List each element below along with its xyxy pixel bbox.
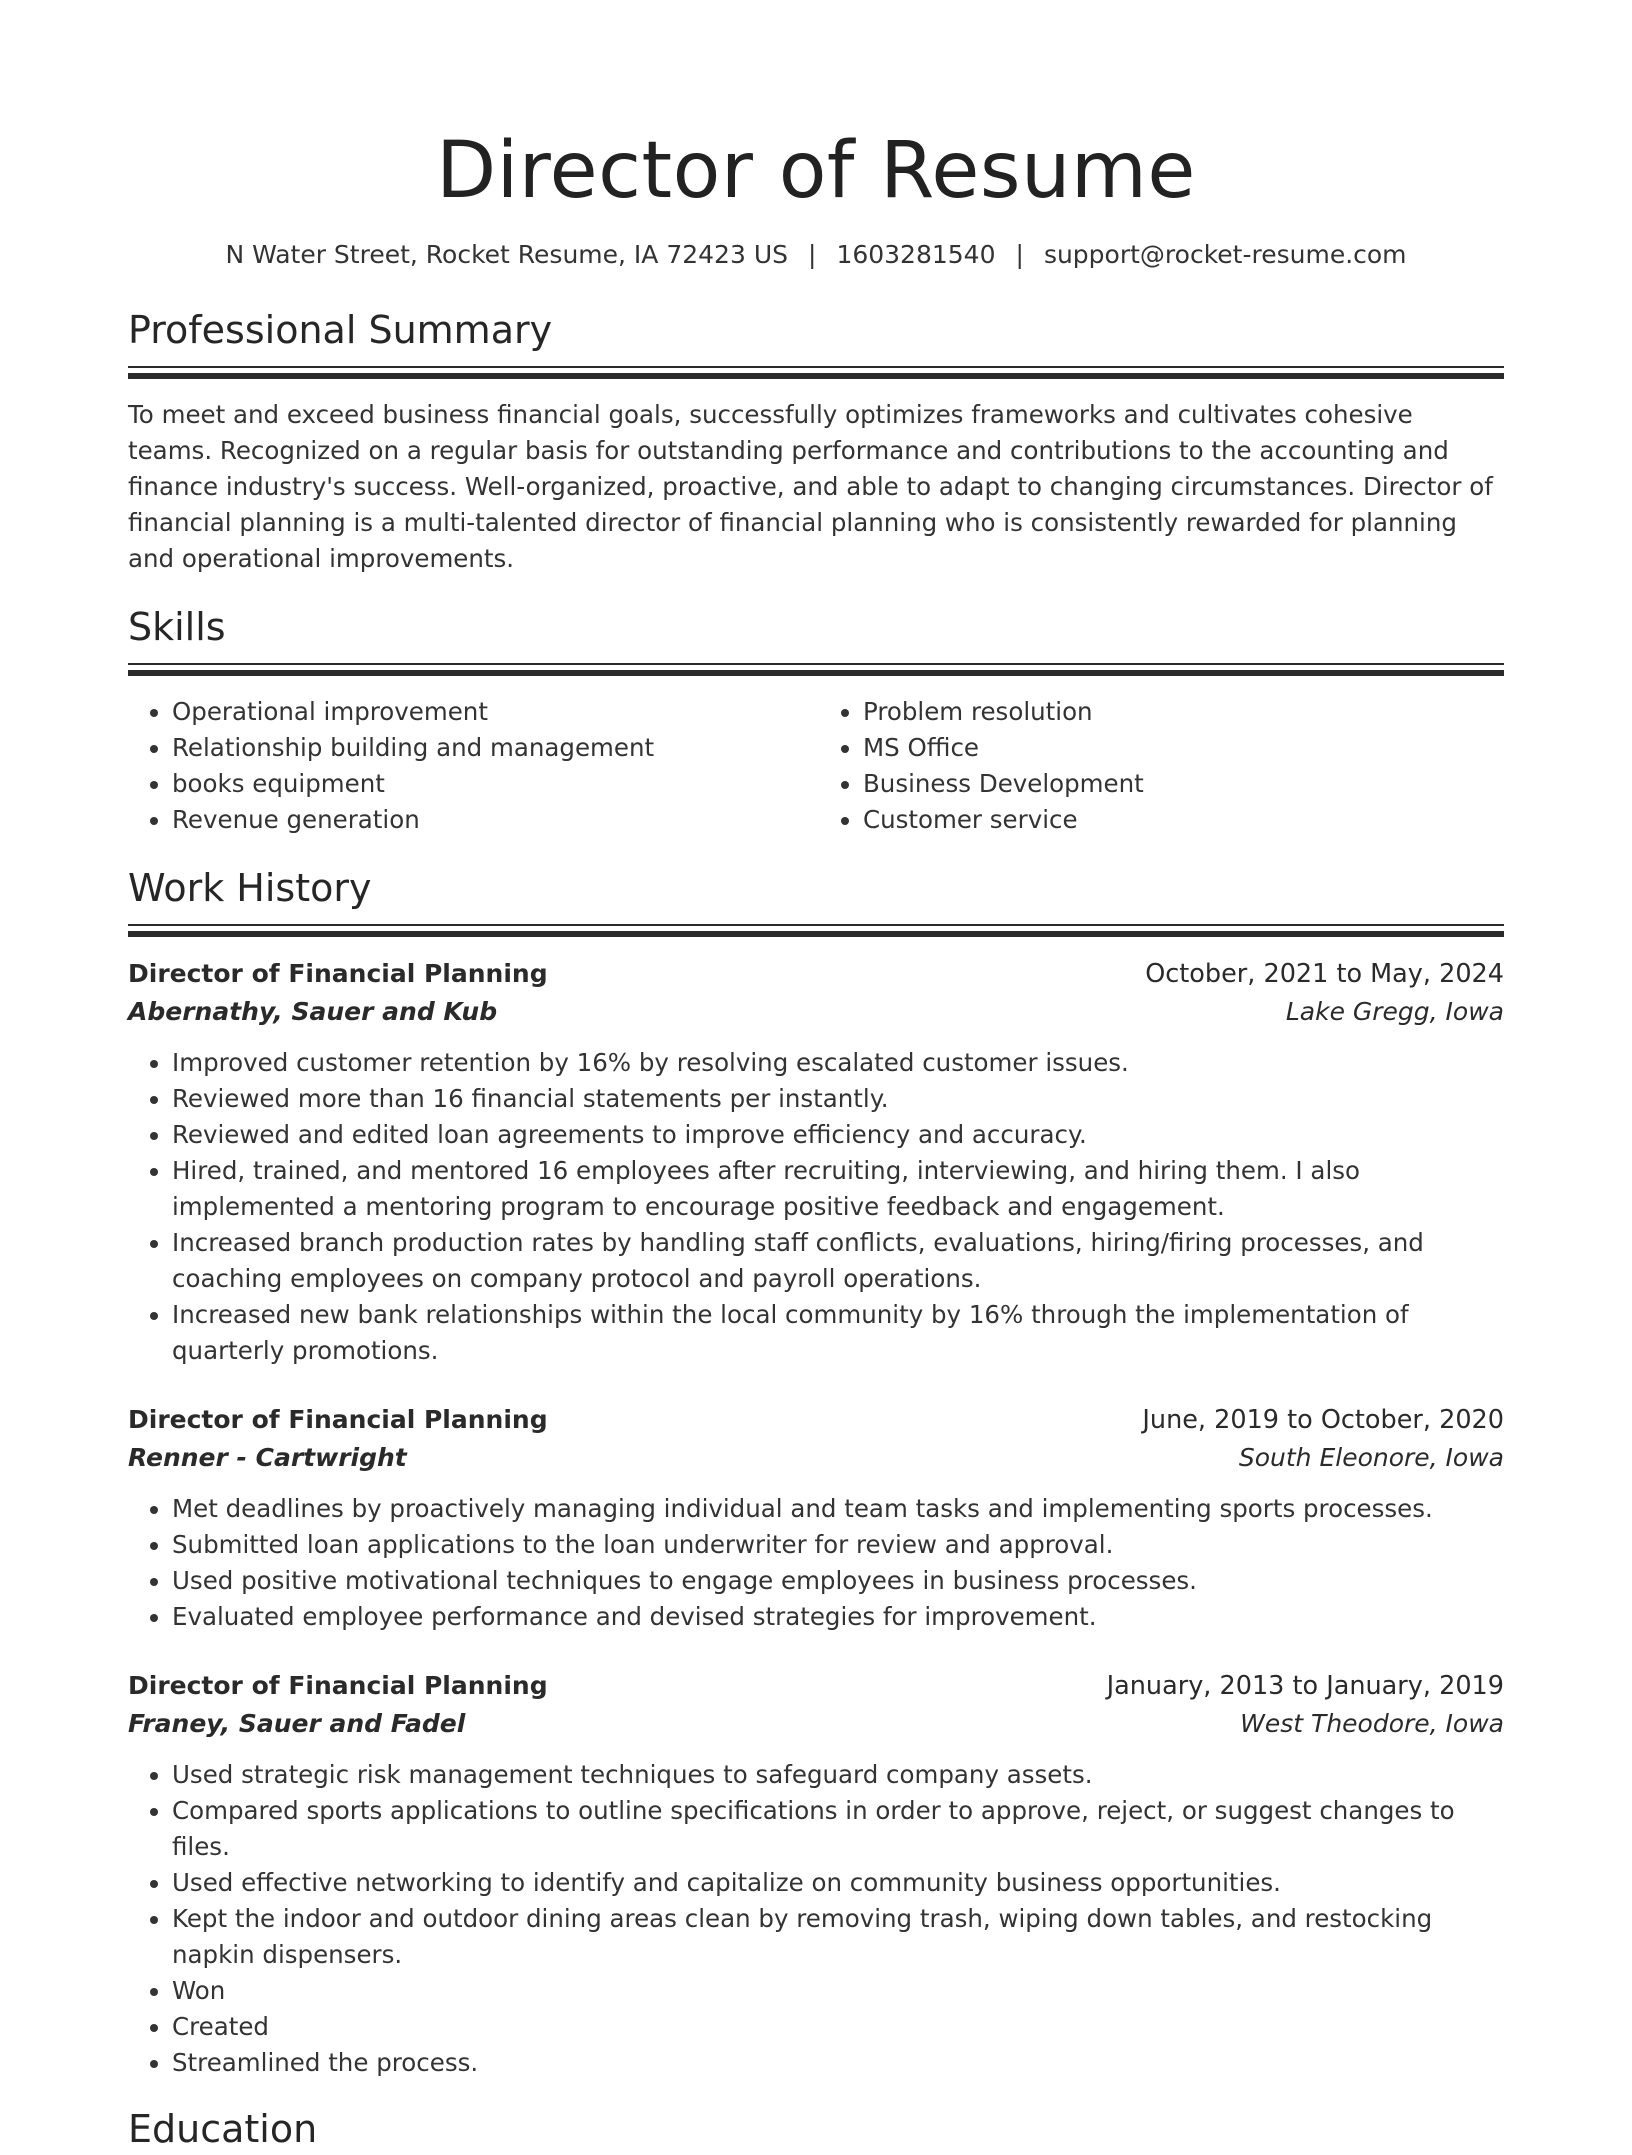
skills-list-right (813, 694, 1504, 838)
section-title-education: Education (128, 2107, 318, 2151)
job-location: Lake Gregg, Iowa (1285, 997, 1504, 1026)
job-company: Abernathy, Sauer and Kub (128, 997, 498, 1026)
skill-item: • Revenue generation (172, 802, 813, 838)
section-title-summary: Professional Summary (128, 308, 553, 352)
summary-section (128, 304, 1504, 577)
job-bullet: • Increased branch production rates by handling staff conflicts, evaluations, hiring/firing processes, and coaching employees on company protocol and payroll operations. (172, 1225, 1504, 1297)
section-divider (128, 366, 1504, 379)
job-title: Director of Financial Planning (128, 1405, 548, 1434)
skills-columns (128, 694, 1504, 838)
job-title: Director of Financial Planning (128, 959, 548, 988)
job-bullet: • Submitted loan applications to the loan underwriter for review and approval. (172, 1527, 1504, 1563)
job-bullet: • Streamlined the process. (172, 2045, 1504, 2081)
job-bullet: • Used strategic risk management techniques to safeguard company assets. (172, 1757, 1504, 1793)
job-bullet: • Created (172, 2009, 1504, 2045)
job-entry (128, 1401, 1504, 1635)
job-bullet: • Used effective networking to identify and capitalize on community business opportunities. (172, 1865, 1504, 1901)
resume-page (128, 0, 1504, 2155)
job-company: Franey, Sauer and Fadel (128, 1709, 466, 1738)
summary-text: To meet and exceed business financial goals, successfully optimizes frameworks and cultivates cohesive teams. Recognized on a regular basis for outstanding performance and contributions to the accounting and finance industry's success. Well-organized, proactive, and able to adapt to changing circumstances. Director of financial planning is a multi-talented director of financial planning who is consistently rewarded for planning and operational improvements. (128, 400, 1493, 573)
job-bullet: • Used positive motivational techniques to engage employees in business processes. (172, 1563, 1504, 1599)
job-dates: January, 2013 to January, 2019 (1106, 1671, 1504, 1701)
contact-separator: | (808, 240, 817, 269)
job-entry (128, 1667, 1504, 2081)
contact-phone: 1603281540 (836, 240, 996, 269)
contact-line (128, 238, 1504, 272)
job-bullet: • Reviewed more than 16 financial statements per instantly. (172, 1081, 1504, 1117)
contact-separator: | (1015, 240, 1024, 269)
skill-item: • Problem resolution (863, 694, 1504, 730)
job-location: West Theodore, Iowa (1240, 1709, 1504, 1738)
skill-item: • MS Office (863, 730, 1504, 766)
job-title: Director of Financial Planning (128, 1671, 548, 1700)
job-bullets (128, 1045, 1504, 1369)
education-section (128, 2103, 1504, 2155)
job-bullet: • Hired, trained, and mentored 16 employees after recruiting, interviewing, and hiring them. I also implemented a mentoring program to encourage positive feedback and engagement. (172, 1153, 1504, 1225)
contact-address: N Water Street, Rocket Resume, IA 72423 US (225, 240, 788, 269)
skill-item: • books equipment (172, 766, 813, 802)
skills-list-left (128, 694, 813, 838)
job-bullet: • Kept the indoor and outdoor dining areas clean by removing trash, wiping down tables, and restocking napkin dispensers. (172, 1901, 1504, 1973)
job-dates: October, 2021 to May, 2024 (1145, 959, 1504, 989)
section-title-skills: Skills (128, 605, 226, 649)
job-bullet: • Met deadlines by proactively managing individual and team tasks and implementing sports processes. (172, 1491, 1504, 1527)
skill-item: • Operational improvement (172, 694, 813, 730)
skills-section (128, 601, 1504, 838)
job-bullets (128, 1491, 1504, 1635)
job-bullet: • Reviewed and edited loan agreements to improve efficiency and accuracy. (172, 1117, 1504, 1153)
job-bullet: • Compared sports applications to outline specifications in order to approve, reject, or suggest changes to files. (172, 1793, 1504, 1865)
section-title-work: Work History (128, 866, 372, 910)
skill-item: • Business Development (863, 766, 1504, 802)
job-dates: June, 2019 to October, 2020 (1142, 1405, 1504, 1435)
job-bullet: • Won (172, 1973, 1504, 2009)
job-company: Renner - Cartwright (128, 1443, 407, 1472)
job-entry (128, 955, 1504, 1369)
section-divider (128, 924, 1504, 937)
section-divider (128, 663, 1504, 676)
skill-item: • Relationship building and management (172, 730, 813, 766)
job-bullets (128, 1757, 1504, 2081)
work-section (128, 862, 1504, 2081)
job-bullet: • Increased new bank relationships within the local community by 16% through the implementation of quarterly promotions. (172, 1297, 1504, 1369)
job-location: South Eleonore, Iowa (1238, 1443, 1504, 1472)
job-bullet: • Evaluated employee performance and devised strategies for improvement. (172, 1599, 1504, 1635)
skill-item: • Customer service (863, 802, 1504, 838)
contact-email: support@rocket-resume.com (1043, 240, 1407, 269)
candidate-name: Director of Resume (436, 126, 1196, 216)
job-bullet: • Improved customer retention by 16% by resolving escalated customer issues. (172, 1045, 1504, 1081)
